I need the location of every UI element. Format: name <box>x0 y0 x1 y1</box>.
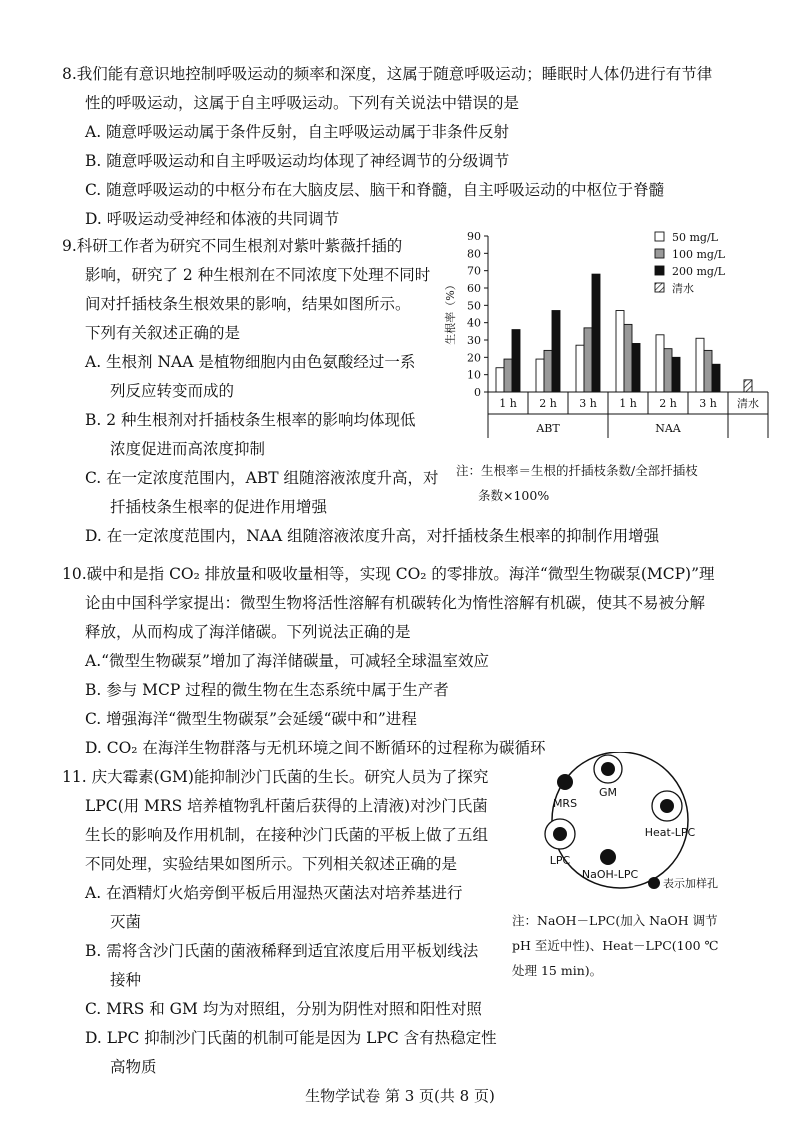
well-mrs <box>557 774 573 790</box>
y-tick-label: 40 <box>467 316 481 330</box>
page-footer: 生物学试卷 第 3 页(共 8 页) <box>305 1087 495 1105</box>
bar <box>504 359 512 392</box>
q8-stem-line2: 性的呼吸运动，这属于自主呼吸运动。下列有关说法中错误的是 <box>85 94 520 112</box>
q11-option-d-line2: 高物质 <box>110 1058 157 1076</box>
well-gm <box>601 762 615 776</box>
bar <box>496 368 504 392</box>
culture-plate-diagram <box>520 752 790 897</box>
legend-label: 清水 <box>672 282 694 295</box>
q11-stem-line2: LPC(用 MRS 培养植物乳杆菌后获得的上清液)对沙门氏菌 <box>85 797 488 815</box>
q9-chart-note-line1: 注：生根率＝生根的扦插枝条数/全部扦插枝 <box>456 463 698 478</box>
legend-swatch <box>655 249 664 258</box>
legend-label: 200 mg/L <box>672 265 725 278</box>
bar <box>656 335 664 392</box>
legend-swatch <box>655 283 664 292</box>
bar <box>584 328 592 392</box>
q10-stem-line2: 论由中国科学家提出：微型生物将活性溶解有机碳转化为惰性溶解有机碳，使其不易被分解 <box>85 594 706 612</box>
bar <box>544 350 552 392</box>
x-tick-label: 2 h <box>539 397 557 410</box>
q11-option-b-line2: 接种 <box>110 971 142 989</box>
legend-swatch <box>655 232 664 241</box>
y-tick-label: 50 <box>467 299 481 313</box>
label-gm: GM <box>598 786 618 799</box>
q9-option-d: D. 在一定浓度范围内，NAA 组随溶液浓度升高，对扦插枝条生根率的抑制作用增强 <box>85 527 660 545</box>
y-tick-label: 0 <box>474 386 481 399</box>
bar <box>744 380 752 392</box>
q9-stem-line4: 下列有关叙述正确的是 <box>85 324 241 342</box>
q9-option-c-line1: C. 在一定浓度范围内，ABT 组随溶液浓度升高，对 <box>85 469 439 487</box>
q10-option-d: D. CO₂ 在海洋生物群落与无机环境之间不断循环的过程称为碳循环 <box>85 739 546 757</box>
q11-plate-note-line1: 注：NaOH－LPC(加入 NaOH 调节 <box>512 913 718 928</box>
bar <box>536 359 544 392</box>
q9-option-a-line2: 列反应转变而成的 <box>110 382 235 400</box>
q11-stem-line4: 不同处理，实验结果如图所示。下列相关叙述正确的是 <box>85 855 458 873</box>
q9-stem-line3: 间对扦插枝条生根效果的影响，结果如图所示。 <box>85 295 411 313</box>
legend-well-label: 表示加样孔 <box>663 877 718 890</box>
q8-stem-line1: 8.我们能有意识地控制呼吸运动的频率和深度，这属于随意呼吸运动；睡眠时人体仍进行有节律 <box>62 65 713 83</box>
q9-option-b-line2: 浓度促进而高浓度抑制 <box>110 440 266 458</box>
q11-plate-note-line3: 处理 15 min)。 <box>512 963 603 978</box>
y-tick-label: 30 <box>467 334 481 347</box>
bar <box>624 324 632 392</box>
bar <box>704 350 712 392</box>
legend-well-icon <box>648 877 660 889</box>
well-lpc <box>553 827 567 841</box>
q8-option-c: C. 随意呼吸运动的中枢分布在大脑皮层、脑干和脊髓，自主呼吸运动的中枢位于脊髓 <box>85 181 665 199</box>
q9-option-c-line2: 扦插枝条生根率的促进作用增强 <box>110 498 328 516</box>
q10-stem-line3: 释放，从而构成了海洋储碳。下列说法正确的是 <box>85 623 411 641</box>
q11-option-d-line1: D. LPC 抑制沙门氏菌的机制可能是因为 LPC 含有热稳定性 <box>85 1029 497 1047</box>
y-tick-label: 70 <box>467 264 481 278</box>
legend-label: 100 mg/L <box>672 248 725 261</box>
bar <box>696 338 704 392</box>
x-tick-label: 3 h <box>699 397 717 410</box>
well-heat-lpc <box>660 799 674 813</box>
bar <box>592 274 600 392</box>
y-tick-label: 90 <box>467 230 481 243</box>
well-naoh-lpc <box>600 849 616 865</box>
q11-option-a-line1: A. 在酒精灯火焰旁倒平板后用湿热灭菌法对培养基进行 <box>85 884 463 902</box>
y-tick-label: 10 <box>467 368 481 382</box>
bar <box>576 345 584 392</box>
q11-stem-line1: 11. 庆大霉素(GM)能抑制沙门氏菌的生长。研究人员为了探究 <box>62 768 489 786</box>
y-tick-label: 20 <box>467 351 481 365</box>
label-naoh-lpc: NaOH-LPC <box>581 868 639 881</box>
q11-option-a-line2: 灭菌 <box>110 913 142 931</box>
x-tick-label: 3 h <box>579 397 597 410</box>
label-mrs: MRS <box>552 797 578 810</box>
q8-option-b: B. 随意呼吸运动和自主呼吸运动均体现了神经调节的分级调节 <box>85 152 510 170</box>
bar <box>512 330 520 392</box>
x-group-label: NAA <box>655 422 681 435</box>
q11-option-b-line1: B. 需将含沙门氏菌的菌液稀释到适宜浓度后用平板划线法 <box>85 942 479 960</box>
bar <box>672 357 680 392</box>
q9-stem-line1: 9.科研工作者为研究不同生根剂对紫叶紫薇扦插的 <box>62 237 403 255</box>
y-tick-label: 60 <box>467 282 481 295</box>
q9-option-b-line1: B. 2 种生根剂对扦插枝条生根率的影响均体现低 <box>85 411 416 429</box>
rooting-rate-chart <box>440 222 780 450</box>
x-tick-label: 1 h <box>619 397 637 410</box>
q10-option-b: B. 参与 MCP 过程的微生物在生态系统中属于生产者 <box>85 681 449 699</box>
x-tick-label: 1 h <box>499 397 517 410</box>
q10-option-c: C. 增强海洋“微型生物碳泵”会延缓“碳中和”进程 <box>85 710 417 728</box>
y-tick-label: 80 <box>467 247 481 261</box>
label-lpc: LPC <box>549 854 571 867</box>
x-tick-label: 2 h <box>659 397 677 410</box>
bar <box>616 311 624 392</box>
bar <box>632 343 640 392</box>
q11-plate-note-line2: pH 至近中性)、Heat－LPC(100 ℃ <box>512 938 719 953</box>
bar <box>552 311 560 392</box>
chart-y-label: 生根率（%） <box>444 279 457 345</box>
bar <box>712 364 720 392</box>
legend-swatch <box>655 266 664 275</box>
bar <box>664 349 672 392</box>
q9-stem-line2: 影响，研究了 2 种生根剂在不同浓度下处理不同时 <box>85 266 431 284</box>
q10-option-a: A.“微型生物碳泵”增加了海洋储碳量，可减轻全球温室效应 <box>85 652 489 670</box>
q9-chart-note-line2: 条数×100% <box>478 488 550 503</box>
q8-option-d: D. 呼吸运动受神经和体液的共同调节 <box>85 210 340 228</box>
q11-stem-line3: 生长的影响及作用机制，在接种沙门氏菌的平板上做了五组 <box>85 826 489 844</box>
x-group-label: ABT <box>536 422 560 435</box>
q10-stem-line1: 10.碳中和是指 CO₂ 排放量和吸收量相等，实现 CO₂ 的零排放。海洋“微型生物碳泵(MCP)”理 <box>62 565 715 583</box>
q8-option-a: A. 随意呼吸运动属于条件反射，自主呼吸运动属于非条件反射 <box>85 123 510 141</box>
legend-label: 50 mg/L <box>672 231 718 244</box>
q11-option-c: C. MRS 和 GM 均为对照组，分别为阴性对照和阳性对照 <box>85 1000 482 1018</box>
x-group-label: 清水 <box>737 397 759 410</box>
label-heat-lpc: Heat-LPC <box>644 826 696 839</box>
q9-option-a-line1: A. 生根剂 NAA 是植物细胞内由色氨酸经过一系 <box>85 353 416 371</box>
